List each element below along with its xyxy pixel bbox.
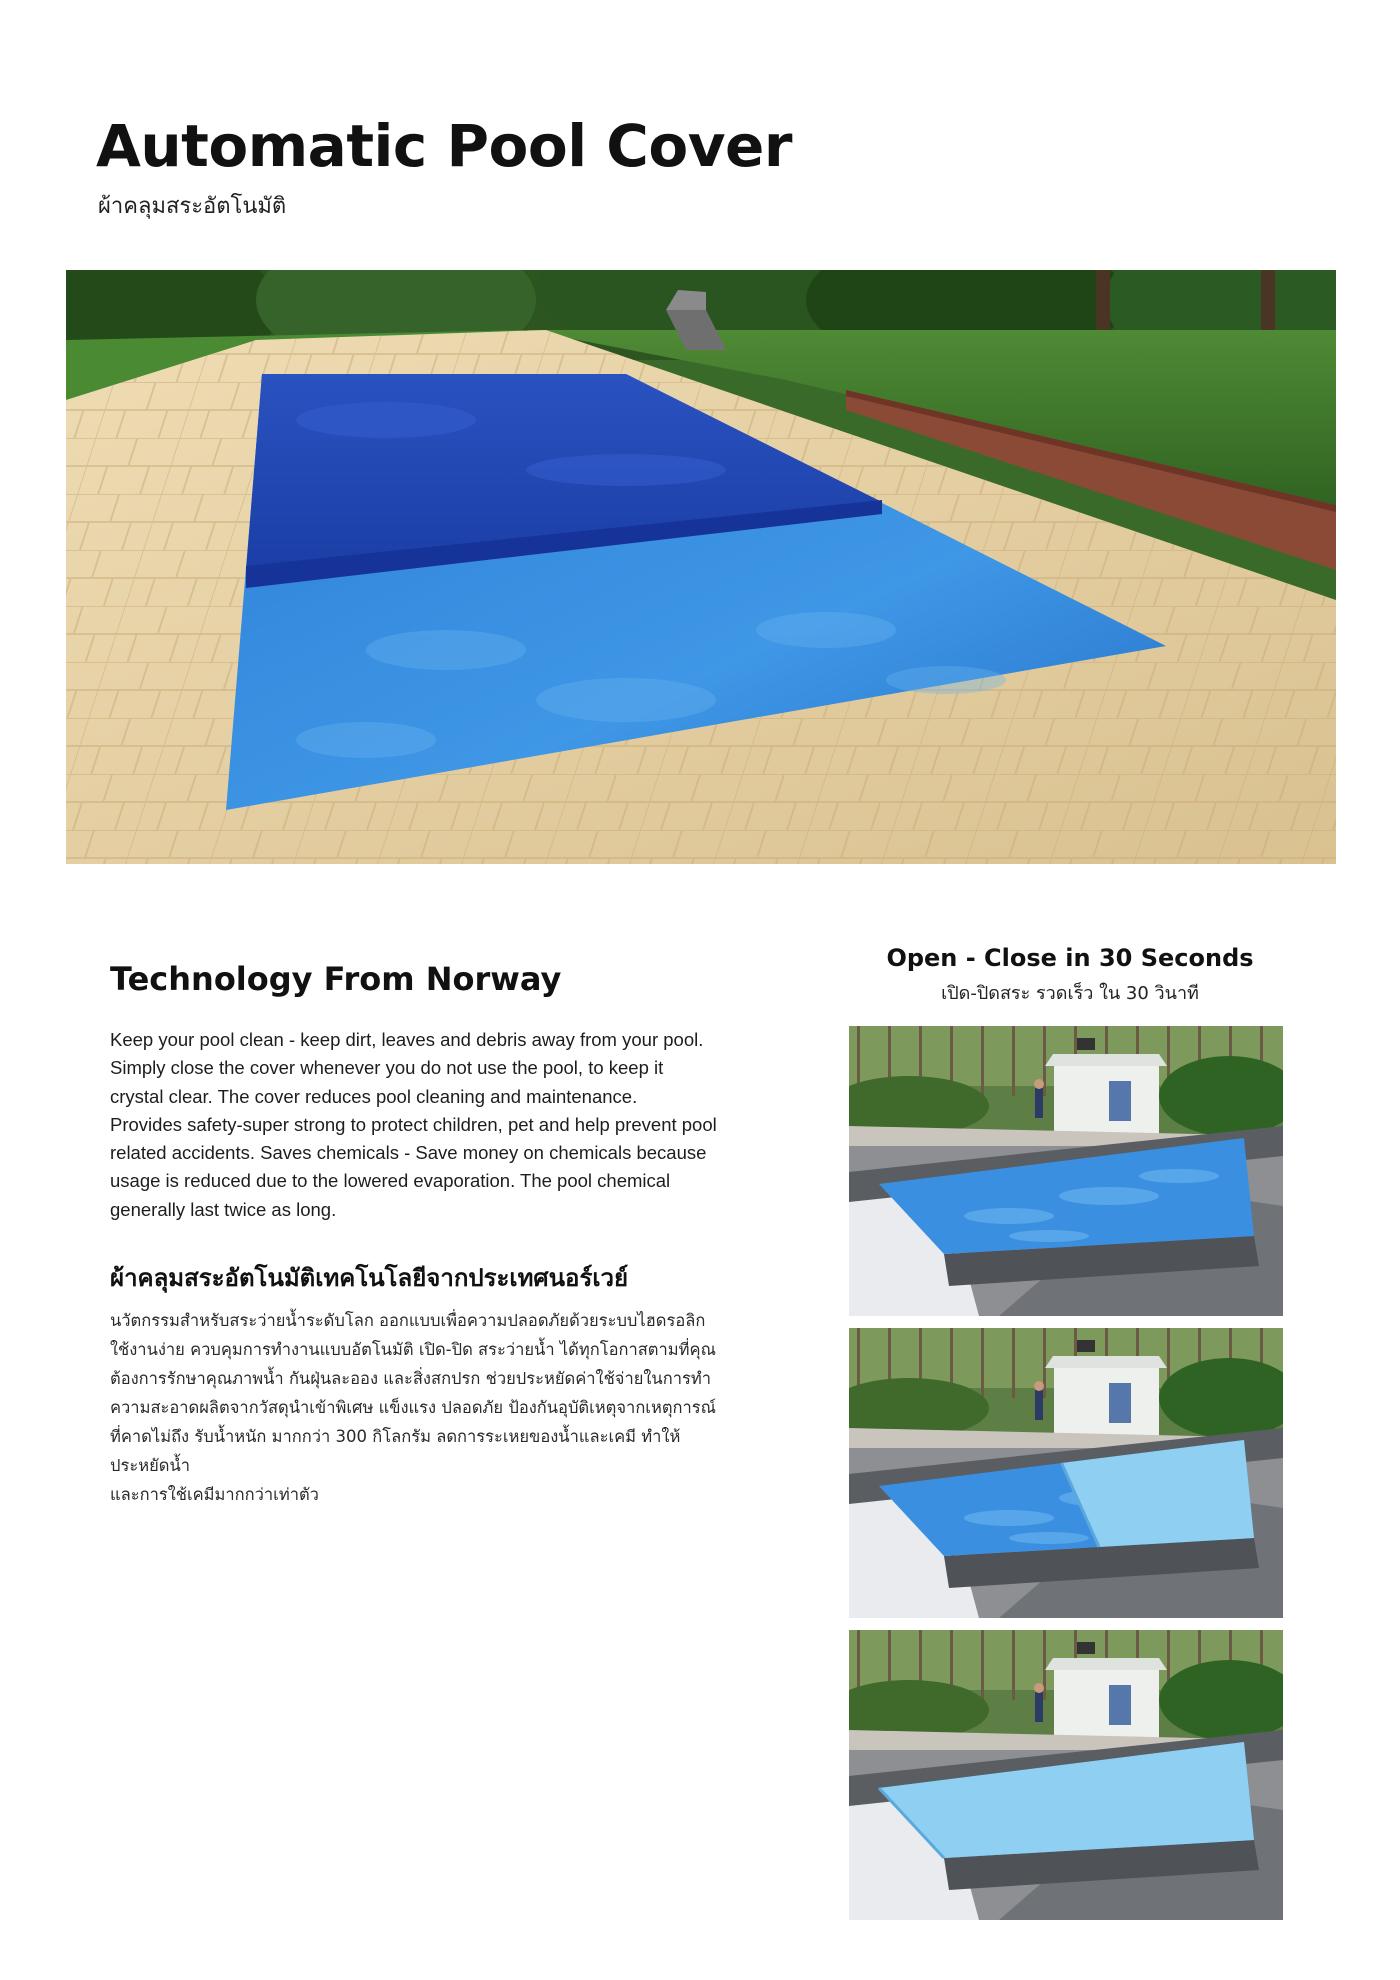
pool-open-illustration [849,1026,1283,1316]
pool-closed-illustration [849,1630,1283,1920]
technology-line: Provides safety-super strong to protect children, pet and help prevent pool [110,1113,717,1135]
open-close-subheading: เปิด-ปิดสระ รวดเร็ว ใน 30 วินาที [941,983,1199,1004]
technology-paragraph [110,1026,730,1224]
page-title: Automatic Pool Cover [96,112,792,180]
technology-line: Keep your pool clean - keep dirt, leaves and debris away from your pool. [110,1029,704,1050]
step-photo-closed [849,1630,1283,1920]
thai-section-heading: ผ้าคลุมสระอัตโนมัติเทคโนโลยีจากประเทศนอร์เวย์ [110,1264,629,1292]
pool-half-closed-illustration [849,1328,1283,1618]
thai-line: ใช้งานง่าย ควบคุมการทำงานแบบอัตโนมัติ เปิด-ปิด สระว่ายน้ำ ได้ทุกโอกาสตามที่คุณ [110,1340,716,1359]
thai-line: นวัตกรรมสำหรับสระว่ายน้ำระดับโลก ออกแบบเพื่อความปลอดภัยด้วยระบบไฮดรอลิก [110,1311,706,1330]
thai-line: และการใช้เคมีมากกว่าเท่าตัว [110,1485,319,1504]
technology-line: Simply close the cover whenever you do not use the pool, to keep it [110,1057,664,1079]
hero-pool-photo [66,270,1336,864]
technology-line: related accidents. Saves chemicals - Save money on chemicals because [110,1142,707,1164]
open-close-heading: Open - Close in 30 Seconds [886,944,1254,972]
technology-line: usage is reduced due to the lowered evaporation. The pool chemical [110,1170,671,1192]
step-photo-half-closed [849,1328,1283,1618]
thai-line: ต้องการรักษาคุณภาพน้ำ กันฝุ่นละออง และสิ่งสกปรก ช่วยประหยัดค่าใช้จ่ายในการทำ [110,1369,711,1388]
thai-line: ที่คาดไม่ถึง รับน้ำหนัก มากกว่า 300 กิโลกรัม ลดการระเหยของน้ำและเคมี ทำให้ประหยัดน้ำ [110,1427,681,1475]
page-subtitle: ผ้าคลุมสระอัตโนมัติ [98,194,287,219]
thai-line: ความสะอาดผลิตจากวัสดุนำเข้าพิเศษ แข็งแรง ปลอดภัย ป้องกันอุบัติเหตุจากเหตุการณ์ [110,1398,716,1417]
thai-section-paragraph [110,1306,730,1509]
technology-line: crystal clear. The cover reduces pool cleaning and maintenance. [110,1085,638,1107]
step-photo-open [849,1026,1283,1316]
technology-line: generally last twice as long. [110,1198,337,1220]
technology-heading: Technology From Norway [110,960,562,998]
